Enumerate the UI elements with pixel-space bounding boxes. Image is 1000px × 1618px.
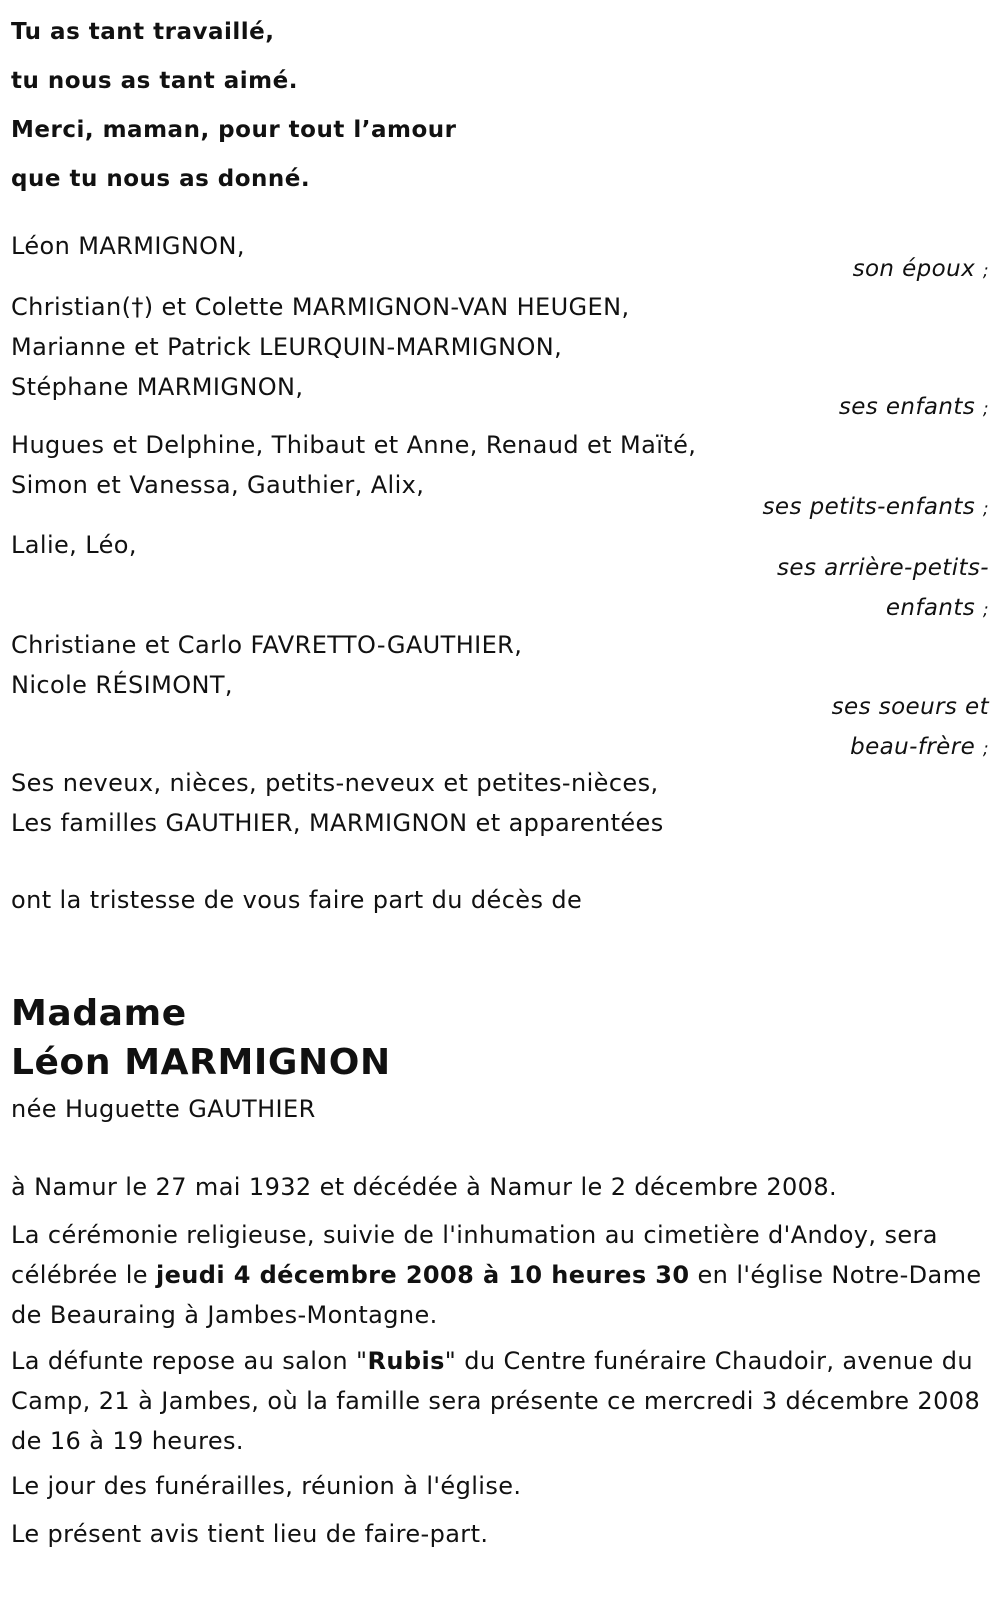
sibling-line: Nicole RÉSIMONT, — [11, 671, 233, 699]
children-list — [11, 287, 630, 407]
poem — [11, 8, 456, 204]
spouse-name: Léon MARMIGNON, — [11, 232, 245, 260]
children-relation: ses enfants ; — [838, 394, 989, 420]
born-name: née Huguette GAUTHIER — [11, 1095, 316, 1123]
poem-line: Tu as tant travaillé, — [11, 19, 275, 45]
great-grandchildren: Lalie, Léo, — [11, 531, 137, 559]
siblings-relation — [832, 687, 989, 769]
dates: à Namur le 27 mai 1932 et décédée à Namur le 2 décembre 2008. — [11, 1173, 838, 1201]
grandchildren-relation: ses petits-enfants ; — [762, 494, 989, 520]
salon-name: Rubis — [367, 1347, 445, 1375]
grandchild-line: Simon et Vanessa, Gauthier, Alix, — [11, 471, 425, 499]
grandchildren-list — [11, 425, 696, 505]
child-line: Marianne et Patrick LEURQUIN-MARMIGNON, — [11, 333, 563, 361]
siblings-list — [11, 625, 522, 705]
other-relatives — [11, 763, 664, 843]
grandchild-line: Hugues et Delphine, Thibaut et Anne, Renaud et Maïté, — [11, 431, 697, 459]
ceremony-datetime: jeudi 4 décembre 2008 à 10 heures 30 — [156, 1261, 690, 1289]
notice-note: Le présent avis tient lieu de faire-part. — [11, 1520, 489, 1548]
deceased-full-name: Léon MARMIGNON — [11, 1042, 391, 1083]
relation-line: ses soeurs et — [831, 694, 989, 720]
relation-line: enfants ; — [885, 595, 989, 621]
spouse-relation: son époux ; — [852, 256, 989, 282]
deceased-name — [11, 989, 391, 1087]
child-line: Stéphane MARMIGNON, — [11, 373, 304, 401]
poem-line: tu nous as tant aimé. — [11, 68, 298, 94]
relatives-line: Ses neveux, nièces, petits-neveux et petites-nièces, — [11, 769, 659, 797]
poem-line: Merci, maman, pour tout l’amour — [11, 117, 457, 143]
repose-paragraph: La défunte repose au salon "Rubis" du Centre funéraire Chaudoir, avenue du Camp, 21 à Jambes, où la famille sera présente ce mercredi 3 décembre 2008 de 16 à 19 heures. — [11, 1347, 981, 1455]
great-grandchildren-relation — [777, 548, 989, 630]
sibling-line: Christiane et Carlo FAVRETTO-GAUTHIER, — [11, 631, 523, 659]
relation-line: ses arrière-petits- — [777, 555, 989, 581]
relation-line: beau-frère ; — [850, 734, 989, 760]
child-line: Christian(†) et Colette MARMIGNON-VAN HEUGEN, — [11, 293, 630, 321]
deceased-title: Madame — [11, 993, 187, 1034]
relatives-line: Les familles GAUTHIER, MARMIGNON et apparentées — [11, 809, 664, 837]
reunion-note: Le jour des funérailles, réunion à l'église. — [11, 1472, 522, 1500]
ceremony-paragraph: La cérémonie religieuse, suivie de l'inhumation au cimetière d'Andoy, sera célébrée le jeudi 4 décembre 2008 à 10 heures 30 en l'église Notre-Dame de Beauraing à Jambes-Montagne. — [11, 1221, 982, 1329]
poem-line: que tu nous as donné. — [11, 166, 311, 192]
announcement: ont la tristesse de vous faire part du décès de — [11, 886, 583, 914]
